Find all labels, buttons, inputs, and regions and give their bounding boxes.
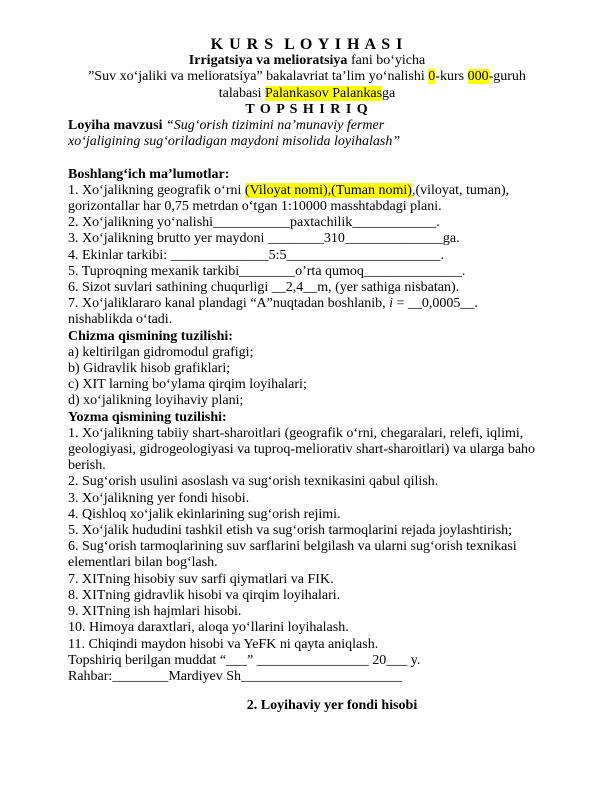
initial-item-2: 2. Xo‘jalikning yo‘nalishi___________paxtachilik____________.	[68, 215, 440, 231]
initial-item-7	[68, 296, 546, 312]
item1-pre: 1. Xo‘jalikning geografik o‘rni	[68, 182, 245, 198]
kurs-suffix: -kurs	[435, 69, 468, 85]
course-line	[68, 53, 546, 69]
course-rest: fani bo‘yicha	[347, 53, 426, 69]
written-item-7: 7. XITning hisobiy suv sarfi qiymatlari va FIK.	[68, 571, 334, 587]
page-title: K U R S L O Y I H A S I	[210, 36, 404, 53]
written-item-5: 5. Xo‘jalik hududini tashkil etish va sug‘orish tarmoqlarini rejada joylashtirish;	[68, 523, 513, 539]
written-item-11: 11. Chiqindi maydon hisobi va YeFK ni qayta aniqlash.	[68, 636, 379, 652]
initial-item-4: 4. Ekinlar tarkibi: ______________5:5______________________.	[68, 247, 445, 263]
written-item-1: 1. Xo‘jalikning tabiiy shart-sharoitlari (geografik o‘rni, chegaralari, relefi, iqlimi, geologiyasi, gidrogeologiyasi va tuproq-meliorativ shart-sharoitlari) va ularga baho berish.	[68, 425, 539, 474]
supervisor-line: Rahbar:________Mardiyev Sh_______________________	[68, 668, 403, 684]
item7-post: = __0,0005__.	[393, 296, 478, 312]
initial-data-heading: Boshlang‘ich ma’lumotlar:	[68, 166, 230, 182]
direction-text: ”Suv xo‘jaliki va melioratsiya” bakalavriat ta’lim yo‘nalishi	[88, 69, 429, 85]
topshiriq-title: T O P S H I R I Q	[245, 101, 369, 117]
item7-pre: 7. Xo‘jaliklararo kanal plandagi “A”nuqtadan boshlanib,	[68, 296, 390, 312]
theme-label: Loyiha mavzusi	[68, 118, 167, 134]
drawing-item-a: a) keltirilgan gidromodul grafigi;	[68, 344, 254, 360]
item7-slope-variable: i	[389, 296, 394, 312]
initial-item-1	[68, 183, 546, 215]
highlight-course-number: 0	[428, 69, 436, 85]
project-theme-line1	[68, 118, 546, 134]
course-name: Irrigatsiya va melioratsiya	[188, 53, 348, 69]
drawing-item-c: c) XIT larning bo‘ylama qirqim loyihalari;	[68, 377, 307, 393]
student-label: talabasi	[218, 85, 265, 101]
highlight-student-name: Palankasov Palankas	[265, 85, 383, 101]
written-item-4: 4. Qishloq xo‘jalik ekinlarining sug‘orish rejimi.	[68, 506, 341, 522]
written-item-10: 10. Himoya daraxtlari, aloqa yo‘llarini loyihalash.	[68, 620, 349, 636]
initial-item-7-continuation: nishablikda o‘tadi.	[68, 312, 173, 328]
written-item-2: 2. Sug‘orish usulini asoslash va sug‘orish texnikasini qabul qilish.	[68, 474, 439, 490]
initial-item-5: 5. Tuproqning mexanik tarkibi________o’rta qumoq______________.	[68, 263, 466, 279]
direction-line	[68, 69, 546, 85]
theme-text-line1: “Sug‘orish tizimini na’munaviy fermer	[166, 118, 385, 134]
written-part-heading: Yozma qismining tuzilishi:	[68, 409, 227, 425]
assignment-date-line: Topshiriq berilgan muddat “___” ________________ 20___ y.	[68, 652, 421, 668]
drawing-item-d: d) xo‘jalikning loyihaviy plani;	[68, 393, 244, 409]
highlight-group-number: 000	[467, 69, 489, 85]
written-item-8: 8. XITning gidravlik hisobi va qirqim loyihalari.	[68, 587, 341, 603]
written-item-6: 6. Sug‘orish tarmoqlarining suv sarflarini belgilash va ularni sug‘orish texnikasi elementlari bilan bog‘lash.	[68, 539, 521, 571]
written-item-3: 3. Xo‘jalikning yer fondi hisobi.	[68, 490, 250, 506]
initial-item-3: 3. Xo‘jalikning brutto yer maydoni ________310______________ga.	[68, 231, 460, 247]
drawing-part-heading: Chizma qismining tuzilishi:	[68, 328, 233, 344]
item1-post: ,(viloyat, tuman), gorizontallar har 0,75 metrdan o‘tgan 1:10000 masshtabdagi plani.	[68, 182, 513, 215]
student-suffix: ga	[382, 85, 396, 101]
project-theme-line2: xo‘jaligining sug‘oriladigan maydoni misolida loyihalash”	[68, 134, 401, 150]
student-line	[68, 86, 546, 102]
initial-item-6: 6. Sizot suvlari sathining chuqurligi __2,4__m, (yer sathiga nisbatan).	[68, 280, 460, 296]
written-item-9: 9. XITning ish hajmlari hisobi.	[68, 604, 242, 620]
next-section-heading: 2. Loyihaviy yer fondi hisobi	[246, 698, 418, 714]
group-suffix: -guruh	[488, 69, 526, 85]
highlight-region-placeholder: (Viloyat nomi),(Tuman nomi)	[244, 182, 412, 198]
drawing-item-b: b) Gidravlik hisob grafiklari;	[68, 361, 231, 377]
